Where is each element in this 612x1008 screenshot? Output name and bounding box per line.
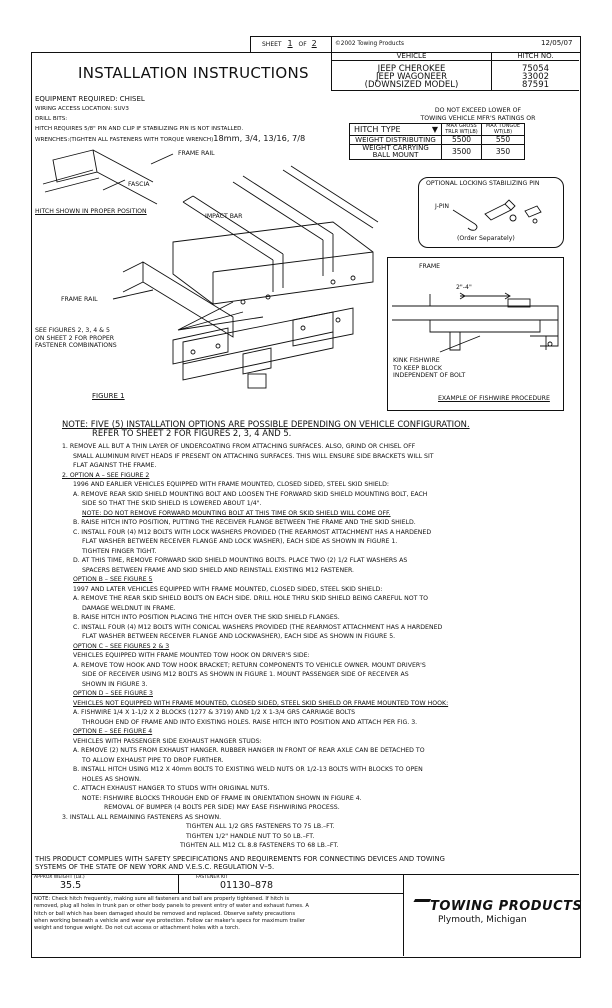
instruction-line: B. RAISE HITCH INTO POSITION, PUTTING THE RECEIVER FLANGE BETWEEN THE FRAME AND THE SKID SHIELD.: [73, 519, 416, 526]
swoosh-icon: [409, 899, 431, 910]
rating-note: DO NOT EXCEED LOWER OF TOWING VEHICLE MFR'S RATINGS OR: [420, 107, 536, 122]
instruction-line: SIDE OF RECEIVER USING M12 BOLTS AS SHOWN IN FIGURE 1. MOUNT PASSENGER SIDE OF RECEIVER AS: [82, 671, 409, 678]
instruction-line: SPACERS BETWEEN FRAME AND SKID SHIELD AND REINSTALL EXISTING M12 FASTENER.: [82, 566, 355, 574]
instruction-line: OPTION B – SEE FIGURE 5: [73, 576, 153, 583]
figure-1-drawing: [33, 142, 388, 422]
stabilizing-pin-title: OPTIONAL LOCKING STABILIZING PIN: [426, 180, 540, 187]
instruction-line: NOTE: FISHWIRE BLOCKS THROUGH END OF FRAME IN ORIENTATION SHOWN IN FIGURE 4.: [82, 794, 362, 802]
figure-1-caption: FIGURE 1: [92, 392, 125, 400]
hitch-type-cell: WEIGHT DISTRIBUTING: [350, 136, 442, 145]
instruction-line: REMOVAL OF BUMPER (4 BOLTS PER SIDE) MAY EASE FISHWIRING PROCESS.: [104, 804, 340, 811]
page-title: INSTALLATION INSTRUCTIONS: [78, 64, 309, 82]
instruction-line: C. ATTACH EXHAUST HANGER TO STUDS WITH ORIGINAL NUTS.: [73, 785, 270, 792]
hitch-no-row: 87591: [492, 81, 580, 91]
instruction-line: C. INSTALL FOUR (4) M12 BOLTS WITH LOCK WASHERS PROVIDED (THE REARMOST ATTACHMENT HAS A HARDENED: [73, 528, 432, 536]
instruction-line: DAMAGE WELDNUT IN FRAME.: [82, 604, 176, 612]
frame-rail-label: FRAME RAIL: [61, 296, 98, 303]
instruction-line: B. INSTALL HITCH USING M12 X 40mm BOLTS TO EXISTING WELD NUTS OR 1/2-13 BOLTS WITH BLOCKS TO OPEN: [73, 766, 423, 773]
footer-kit-divider: [178, 874, 179, 893]
kink-note: KINK FISHWIRE TO KEEP BLOCK INDEPENDENT OF BOLT: [393, 357, 466, 380]
instruction-line: SMALL ALUMINUM RIVET HEADS IF PRESENT ON ATTACHING SURFACES. THIS WILL ENSURE SIDE BRACKETS WILL SIT: [73, 452, 434, 460]
hitch-no-header: HITCH NO.: [492, 52, 580, 61]
instruction-line: C. INSTALL FOUR (4) M12 BOLTS WITH CONICAL WASHERS PROVIDED (THE REARMOST ATTACHMENT HAS A HARDENED: [73, 623, 443, 631]
instruction-line: OPTION D – SEE FIGURE 3: [73, 690, 153, 697]
instruction-line: A. REMOVE REAR SKID SHIELD MOUNTING BOLT AND LOOSEN THE FORWARD SKID SHIELD MOUNTING BOLT, EACH: [73, 490, 428, 498]
instruction-line: 1997 AND LATER VEHICLES EQUIPPED WITH FRAME MOUNTED, CLOSED SIDED, STEEL SKID SHIELD:: [73, 585, 383, 593]
vehicle-row: JEEP WAGONEER: [332, 73, 492, 81]
fascia-label: FASCIA: [128, 181, 150, 188]
instruction-line: A. REMOVE TOW HOOK AND TOW HOOK BRACKET; RETURN COMPONENTS TO VEHICLE OWNER. MOUNT DRIVER'S: [73, 661, 426, 669]
instruction-line: FLAT AGAINST THE FRAME.: [73, 462, 157, 469]
fastener-kit: 01130–878: [220, 880, 274, 891]
instruction-line: 1996 AND EARLIER VEHICLES EQUIPPED WITH FRAME MOUNTED, CLOSED SIDED, STEEL SKID SHIELD:: [73, 481, 389, 488]
instruction-line: OPTION E – SEE FIGURE 4: [73, 728, 153, 735]
copyright: ©2002 Towing Products: [335, 41, 405, 47]
instruction-line: HOLES AS SHOWN.: [82, 775, 142, 783]
instruction-line: TIGHTEN 1/2" HANDLE NUT TO 50 LB.–FT.: [186, 832, 315, 840]
header-rule: [250, 36, 581, 53]
fishwire-dimension: 2"-4": [456, 284, 472, 291]
safety-note: NOTE: Check hitch frequently, making sure all fasteners and ball are properly tightened. If hitch is removed, plug all holes in trunk pan or other body panels to prevent entry of water and exhaust fumes. A hitch or ball which has been damaged should be removed and replaced. Observe safety precautions when working beneath a vehicle and wear eye protection. Follow car maker's specs for maximum trailer weight and tongue weight. Do not cut access or attachment holes with a torch.: [34, 896, 309, 932]
options-note-refer: REFER TO SHEET 2 FOR FIGURES 2, 3, 4 AND 5.: [92, 428, 292, 438]
weight-label: APPROX WEIGHT (LB.): [34, 875, 85, 880]
instruction-line: VEHICLES NOT EQUIPPED WITH FRAME MOUNTED, CLOSED SIDED, STEEL SKID SHIELD OR FRAME MOUNTED TOW HOOK:: [73, 699, 449, 707]
vehicle-header: VEHICLE: [332, 52, 492, 61]
compliance-statement: THIS PRODUCT COMPLIES WITH SAFETY SPECIFICATIONS AND REQUIREMENTS FOR CONNECTING DEVICES AND TOWING SYSTEMS OF THE STATE OF NEW YORK AND V.E.S.C. REGULATION V–5.: [35, 855, 445, 871]
date: 12/05/07: [541, 39, 573, 47]
instruction-line: TIGHTEN ALL 1/2 GR5 FASTENERS TO 75 LB.–FT.: [186, 823, 335, 830]
instruction-line: A. REMOVE THE REAR SKID SHIELD BOLTS ON EACH SIDE. DRILL HOLE THRU SKID SHIELD BEING CAREFUL NOT TO: [73, 595, 428, 602]
instruction-line: 3. INSTALL ALL REMAINING FASTENERS AS SHOWN.: [62, 813, 222, 821]
jpin-drawing: [425, 196, 555, 236]
instruction-line: SHOWN IN FIGURE 3.: [82, 680, 148, 688]
instruction-line: TIGHTEN ALL M12 CL 8.8 FASTENERS TO 68 LB.–FT.: [180, 842, 339, 849]
vehicle-row: (DOWNSIZED MODEL): [332, 81, 492, 91]
hitch-no-row: 75054: [492, 61, 580, 74]
brand-logo: TOWING PRODUCTS: [412, 899, 582, 914]
footer-weight-rule: [31, 893, 403, 894]
instruction-line: VEHICLES EQUIPPED WITH FRAME MOUNTED TOW HOOK ON DRIVER'S SIDE:: [73, 652, 310, 659]
footer-top-rule: [31, 874, 579, 875]
frame-rail-label: FRAME RAIL: [178, 150, 215, 157]
gross-cell: 5500: [442, 136, 482, 145]
vehicle-row: JEEP CHEROKEE: [332, 61, 492, 74]
hitch-no-row: 33002: [492, 73, 580, 81]
wiring-access: WIRING ACCESS LOCATION: SUV3: [35, 106, 129, 112]
fishwire-caption: EXAMPLE OF FISHWIRE PROCEDURE: [438, 395, 550, 402]
instruction-line: B. RAISE HITCH INTO POSITION PLACING THE HITCH OVER THE SKID SHIELD FLANGES.: [73, 614, 340, 621]
instruction-line: TO ALLOW EXHAUST PIPE TO DROP FURTHER.: [82, 756, 224, 764]
instruction-line: VEHICLES WITH PASSENGER SIDE EXHAUST HANGER STUDS:: [73, 737, 262, 745]
instruction-line: A. REMOVE (2) NUTS FROM EXHAUST HANGER. RUBBER HANGER IN FRONT OF REAR AXLE CAN BE DETACHED TO: [73, 747, 425, 754]
equipment-required: EQUIPMENT REQUIRED: CHISEL: [35, 95, 145, 103]
hitch-type-header: HITCH TYPE ▼: [350, 124, 442, 136]
max-gross-header: MAX GROSS TRLR WT(LB): [442, 124, 482, 136]
instruction-line: FLAT WASHER BETWEEN RECEIVER FLANGE AND LOCKWASHER), EACH SIDE AS SHOWN IN FIGURE 5.: [82, 633, 396, 640]
approx-weight: 35.5: [60, 880, 82, 891]
vehicle-table: [331, 52, 579, 91]
hitch-type-cell: WEIGHT CARRYING BALL MOUNT: [350, 145, 442, 160]
sheet-number: SHEET 1 OF 2: [262, 39, 317, 48]
pin-requirement: HITCH REQUIRES 5/8" PIN AND CLIP IF STABILIZING PIN IS NOT INSTALLED.: [35, 126, 244, 132]
triangle-down-icon: ▼: [431, 124, 438, 134]
tongue-cell: 550: [482, 136, 525, 145]
see-figures-note: SEE FIGURES 2, 3, 4 & 5 ON SHEET 2 FOR PROPER FASTENER COMBINATIONS: [35, 327, 117, 350]
gross-cell: 3500: [442, 145, 482, 160]
instruction-line: A. FISHWIRE 1/4 X 1-1/2 X 2 BLOCKS (1277 & 3719) AND 1/2 X 1-3/4 GR5 CARRIAGE BOLTS: [73, 709, 356, 716]
proper-position-label: HITCH SHOWN IN PROPER POSITION: [35, 208, 147, 215]
instruction-line: 1. REMOVE ALL BUT A THIN LAYER OF UNDERCOATING FROM ATTACHING SURFACES. ALSO, GRIND OR CHISEL OFF: [62, 443, 416, 450]
brand-city: Plymouth, Michigan: [438, 915, 527, 925]
kit-label: FASTENER KIT: [196, 875, 229, 880]
wrenches: WRENCHES:(TIGHTEN ALL FASTENERS WITH TORQUE WRENCH)18mm, 3/4, 13/16, 7/8: [35, 133, 306, 143]
impact-bar-label: IMPACT BAR: [205, 213, 243, 220]
max-tongue-header: MAX TONGUE WT(LB): [482, 124, 525, 136]
instruction-line: THROUGH END OF FRAME AND INTO EXISTING HOLES. RAISE HITCH INTO POSITION AND ATTACH PER FIG. 3.: [82, 718, 418, 726]
footer-vertical-divider: [403, 874, 404, 956]
drill-bits: DRILL BITS:: [35, 116, 68, 122]
options-note: NOTE: FIVE (5) INSTALLATION OPTIONS ARE POSSIBLE DEPENDING ON VEHICLE CONFIGURATION.: [62, 419, 470, 429]
fishwire-frame-label: FRAME: [419, 263, 441, 270]
instruction-line: SIDE SO THAT THE SKID SHIELD IS LOWERED ABOUT 1/4".: [82, 500, 262, 507]
instruction-line: NOTE: DO NOT REMOVE FORWARD MOUNTING BOLT AT THIS TIME OR SKID SHIELD WILL COME OFF.: [82, 509, 391, 517]
order-separately: (Order Separately): [457, 235, 515, 242]
instruction-line: TIGHTEN FINGER TIGHT.: [82, 547, 157, 555]
tongue-cell: 350: [482, 145, 525, 160]
instruction-line: D. AT THIS TIME, REMOVE FORWARD SKID SHIELD MOUNTING BOLTS. PLACE TWO (2) 1/2 FLAT WASHERS AS: [73, 557, 408, 564]
instruction-line: 2. OPTION A – SEE FIGURE 2: [62, 471, 150, 479]
jpin-label: J-PIN: [435, 203, 450, 210]
instruction-line: OPTION C – SEE FIGURES 2 & 3: [73, 642, 170, 650]
instruction-line: FLAT WASHER BETWEEN RECEIVER FLANGE AND LOCK WASHER), EACH SIDE AS SHOWN IN FIGURE 1.: [82, 538, 398, 545]
